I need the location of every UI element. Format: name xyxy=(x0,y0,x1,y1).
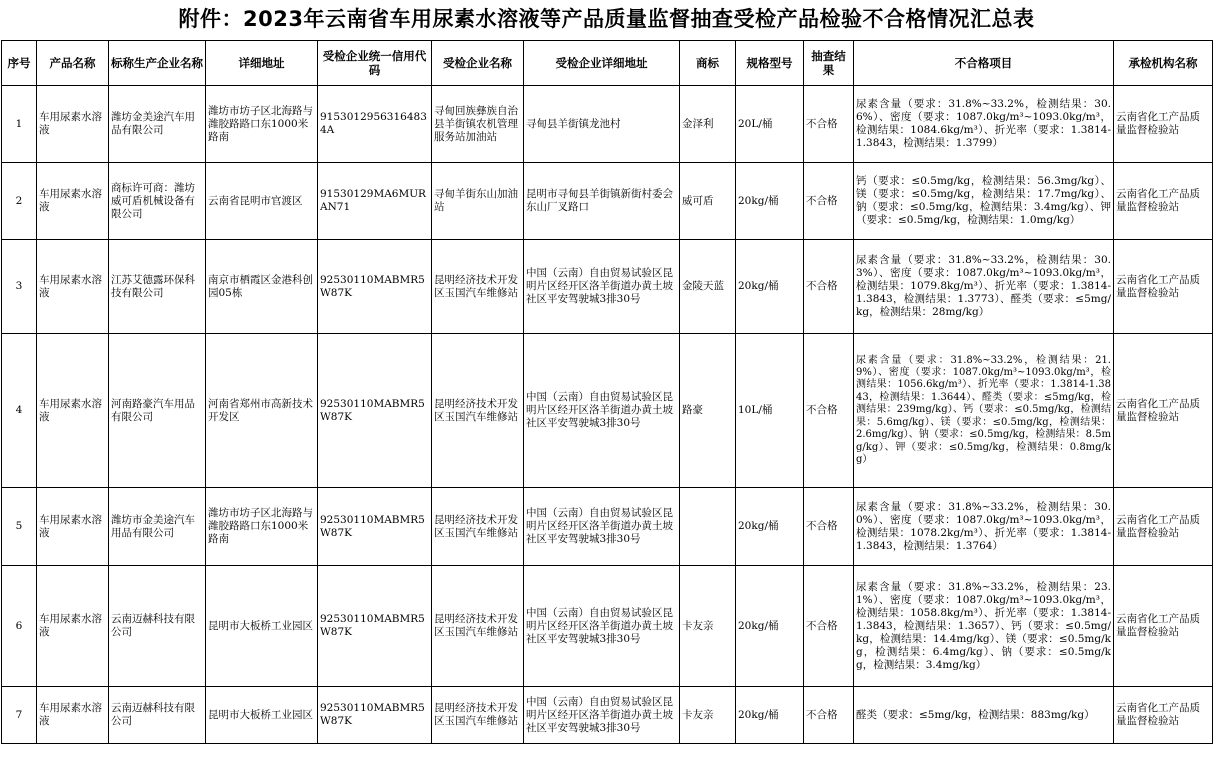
cell-manufacturer: 潍坊金美途汽车用品有限公司 xyxy=(109,86,206,163)
cell-product: 车用尿素水溶液 xyxy=(37,240,109,334)
table-row xyxy=(2,334,1213,488)
cell-credit-code: 92530110MABMR5W87K xyxy=(318,566,432,687)
header-manufacturer: 标称生产企业名称 xyxy=(109,41,206,86)
cell-agency: 云南省化工产品质量监督检验站 xyxy=(1114,488,1213,566)
header-company-address: 受检企业详细地址 xyxy=(524,41,680,86)
cell-manufacturer: 江苏艾德露环保科技有限公司 xyxy=(109,240,206,334)
cell-credit-code: 92530110MABMR5W87K xyxy=(318,488,432,566)
cell-product: 车用尿素水溶液 xyxy=(37,86,109,163)
cell-product: 车用尿素水溶液 xyxy=(37,687,109,744)
cell-product: 车用尿素水溶液 xyxy=(37,334,109,488)
cell-agency: 云南省化工产品质量监督检验站 xyxy=(1114,240,1213,334)
table-row xyxy=(2,687,1213,744)
cell-no: 6 xyxy=(2,566,37,687)
cell-company: 寻甸羊街东山加油站 xyxy=(432,163,524,240)
cell-company-address: 中国（云南）自由贸易试验区昆明片区经开区洛羊街道办黄土坡社区平安驾驶城3排30号 xyxy=(524,687,680,744)
cell-items: 尿素含量（要求：31.8%~33.2%，检测结果：21.9%）、密度（要求：1087.0kg/m³~1093.0kg/m³，检测结果：1056.6kg/m³）、折光率（要求：1.3814-1.3843，检测结果：1.3644）、醛类（要求：≤5mg/kg，检测结果：239mg/kg）、钙（要求：≤0.5mg/kg，检测结果：5.6mg/kg）、镁（要求：≤0.5mg/kg，检测结果：2.6mg/kg）、钠（要求：≤0.5mg/kg，检测结果：8.5mg/kg）、钾（要求：≤0.5mg/kg，检测结果：0.8mg/kg） xyxy=(854,334,1114,488)
header-product: 产品名称 xyxy=(37,41,109,86)
cell-result: 不合格 xyxy=(804,86,854,163)
cell-brand: 卡友亲 xyxy=(680,566,736,687)
cell-agency: 云南省化工产品质量监督检验站 xyxy=(1114,687,1213,744)
cell-items: 尿素含量（要求：31.8%~33.2%，检测结果：30.6%）、密度（要求：1087.0kg/m³~1093.0kg/m³，检测结果：1084.6kg/m³）、折光率（要求：1.3814-1.3843，检测结果：1.3799） xyxy=(854,86,1114,163)
cell-address: 昆明市大板桥工业园区 xyxy=(206,566,318,687)
cell-company: 寻甸回族彝族自治县羊街镇农机管理服务站加油站 xyxy=(432,86,524,163)
header-agency: 承检机构名称 xyxy=(1114,41,1213,86)
cell-spec: 20kg/桶 xyxy=(736,566,804,687)
cell-items: 醛类（要求：≤5mg/kg，检测结果：883mg/kg） xyxy=(854,687,1114,744)
cell-no: 5 xyxy=(2,488,37,566)
results-table xyxy=(1,40,1213,744)
cell-brand: 卡友亲 xyxy=(680,687,736,744)
cell-company-address: 中国（云南）自由贸易试验区昆明片区经开区洛羊街道办黄土坡社区平安驾驶城3排30号 xyxy=(524,240,680,334)
cell-address: 云南省昆明市官渡区 xyxy=(206,163,318,240)
header-spec: 规格型号 xyxy=(736,41,804,86)
cell-agency: 云南省化工产品质量监督检验站 xyxy=(1114,86,1213,163)
table-row xyxy=(2,488,1213,566)
cell-no: 4 xyxy=(2,334,37,488)
header-items: 不合格项目 xyxy=(854,41,1114,86)
cell-product: 车用尿素水溶液 xyxy=(37,566,109,687)
cell-result: 不合格 xyxy=(804,334,854,488)
cell-no: 7 xyxy=(2,687,37,744)
cell-manufacturer: 云南迈赫科技有限公司 xyxy=(109,566,206,687)
document-title: 附件：2023年云南省车用尿素水溶液等产品质量监督抽查受检产品检验不合格情况汇总表 xyxy=(178,7,1035,31)
table-row xyxy=(2,240,1213,334)
cell-credit-code: 92530110MABMR5W87K xyxy=(318,334,432,488)
cell-address: 潍坊市坊子区北海路与潍胶路路口东1000米路南 xyxy=(206,488,318,566)
cell-company: 昆明经济技术开发区玉国汽车维修站 xyxy=(432,334,524,488)
header-brand: 商标 xyxy=(680,41,736,86)
cell-company-address: 中国（云南）自由贸易试验区昆明片区经开区洛羊街道办黄土坡社区平安驾驶城3排30号 xyxy=(524,334,680,488)
cell-company: 昆明经济技术开发区玉国汽车维修站 xyxy=(432,566,524,687)
cell-no: 1 xyxy=(2,86,37,163)
cell-brand: 路豪 xyxy=(680,334,736,488)
table-row xyxy=(2,86,1213,163)
cell-items: 尿素含量（要求：31.8%~33.2%，检测结果：30.0%）、密度（要求：1087.0kg/m³~1093.0kg/m³，检测结果：1078.2kg/m³）、折光率（要求：1.3814-1.3843，检测结果：1.3764） xyxy=(854,488,1114,566)
cell-company-address: 寻甸县羊街镇龙池村 xyxy=(524,86,680,163)
cell-no: 3 xyxy=(2,240,37,334)
cell-result: 不合格 xyxy=(804,163,854,240)
cell-address: 河南省郑州市高新技术开发区 xyxy=(206,334,318,488)
cell-company-address: 昆明市寻甸县羊街镇新街村委会东山厂叉路口 xyxy=(524,163,680,240)
cell-result: 不合格 xyxy=(804,566,854,687)
cell-items: 尿素含量（要求：31.8%~33.2%，检测结果：23.1%）、密度（要求：1087.0kg/m³~1093.0kg/m³，检测结果：1058.8kg/m³）、折光率（要求：1.3814-1.3843，检测结果：1.3657）、钙（要求：≤0.5mg/kg，检测结果：14.4mg/kg）、镁（要求：≤0.5mg/kg，检测结果：6.4mg/kg）、钠（要求：≤0.5mg/kg，检测结果：3.4mg/kg） xyxy=(854,566,1114,687)
cell-agency: 云南省化工产品质量监督检验站 xyxy=(1114,566,1213,687)
header-credit-code: 受检企业统一信用代码 xyxy=(318,41,432,86)
cell-items: 钙（要求：≤0.5mg/kg，检测结果：56.3mg/kg）、镁（要求：≤0.5mg/kg，检测结果：17.7mg/kg）、钠（要求：≤0.5mg/kg，检测结果：3.4mg/kg）、钾（要求：≤0.5mg/kg，检测结果：1.0mg/kg） xyxy=(854,163,1114,240)
cell-agency: 云南省化工产品质量监督检验站 xyxy=(1114,334,1213,488)
cell-manufacturer: 商标许可商：潍坊威可盾机械设备有限公司 xyxy=(109,163,206,240)
header-no: 序号 xyxy=(2,41,37,86)
cell-address: 昆明市大板桥工业园区 xyxy=(206,687,318,744)
table-row xyxy=(2,566,1213,687)
cell-brand: 金泽利 xyxy=(680,86,736,163)
cell-product: 车用尿素水溶液 xyxy=(37,163,109,240)
cell-spec: 20kg/桶 xyxy=(736,240,804,334)
cell-result: 不合格 xyxy=(804,240,854,334)
cell-brand xyxy=(680,488,736,566)
cell-company: 昆明经济技术开发区玉国汽车维修站 xyxy=(432,488,524,566)
header-company: 受检企业名称 xyxy=(432,41,524,86)
cell-company-address: 中国（云南）自由贸易试验区昆明片区经开区洛羊街道办黄土坡社区平安驾驶城3排30号 xyxy=(524,566,680,687)
cell-agency: 云南省化工产品质量监督检验站 xyxy=(1114,163,1213,240)
header-result: 抽查结果 xyxy=(804,41,854,86)
cell-credit-code: 91530129MA6MURAN71 xyxy=(318,163,432,240)
cell-credit-code: 92530110MABMR5W87K xyxy=(318,687,432,744)
cell-product: 车用尿素水溶液 xyxy=(37,488,109,566)
cell-result: 不合格 xyxy=(804,687,854,744)
cell-spec: 20kg/桶 xyxy=(736,488,804,566)
cell-company: 昆明经济技术开发区玉国汽车维修站 xyxy=(432,240,524,334)
cell-spec: 10L/桶 xyxy=(736,334,804,488)
cell-spec: 20L/桶 xyxy=(736,86,804,163)
cell-credit-code: 92530110MABMR5W87K xyxy=(318,240,432,334)
cell-company: 昆明经济技术开发区玉国汽车维修站 xyxy=(432,687,524,744)
cell-address: 潍坊市坊子区北海路与潍胶路路口东1000米路南 xyxy=(206,86,318,163)
cell-manufacturer: 潍坊市金美途汽车用品有限公司 xyxy=(109,488,206,566)
cell-result: 不合格 xyxy=(804,488,854,566)
table-row xyxy=(2,163,1213,240)
table-header-row xyxy=(2,41,1213,86)
header-address: 详细地址 xyxy=(206,41,318,86)
cell-address: 南京市栖霞区金港科创园05栋 xyxy=(206,240,318,334)
cell-brand: 威可盾 xyxy=(680,163,736,240)
cell-manufacturer: 云南迈赫科技有限公司 xyxy=(109,687,206,744)
cell-brand: 金陵天蓝 xyxy=(680,240,736,334)
cell-company-address: 中国（云南）自由贸易试验区昆明片区经开区洛羊街道办黄土坡社区平安驾驶城3排30号 xyxy=(524,488,680,566)
cell-credit-code: 91530129563164834A xyxy=(318,86,432,163)
cell-no: 2 xyxy=(2,163,37,240)
cell-spec: 20kg/桶 xyxy=(736,687,804,744)
cell-manufacturer: 河南路豪汽车用品有限公司 xyxy=(109,334,206,488)
cell-spec: 20kg/桶 xyxy=(736,163,804,240)
cell-items: 尿素含量（要求：31.8%~33.2%，检测结果：30.3%）、密度（要求：1087.0kg/m³~1093.0kg/m³，检测结果：1079.8kg/m³）、折光率（要求：1.3814-1.3843，检测结果：1.3773）、醛类（要求：≤5mg/kg，检测结果：28mg/kg） xyxy=(854,240,1114,334)
